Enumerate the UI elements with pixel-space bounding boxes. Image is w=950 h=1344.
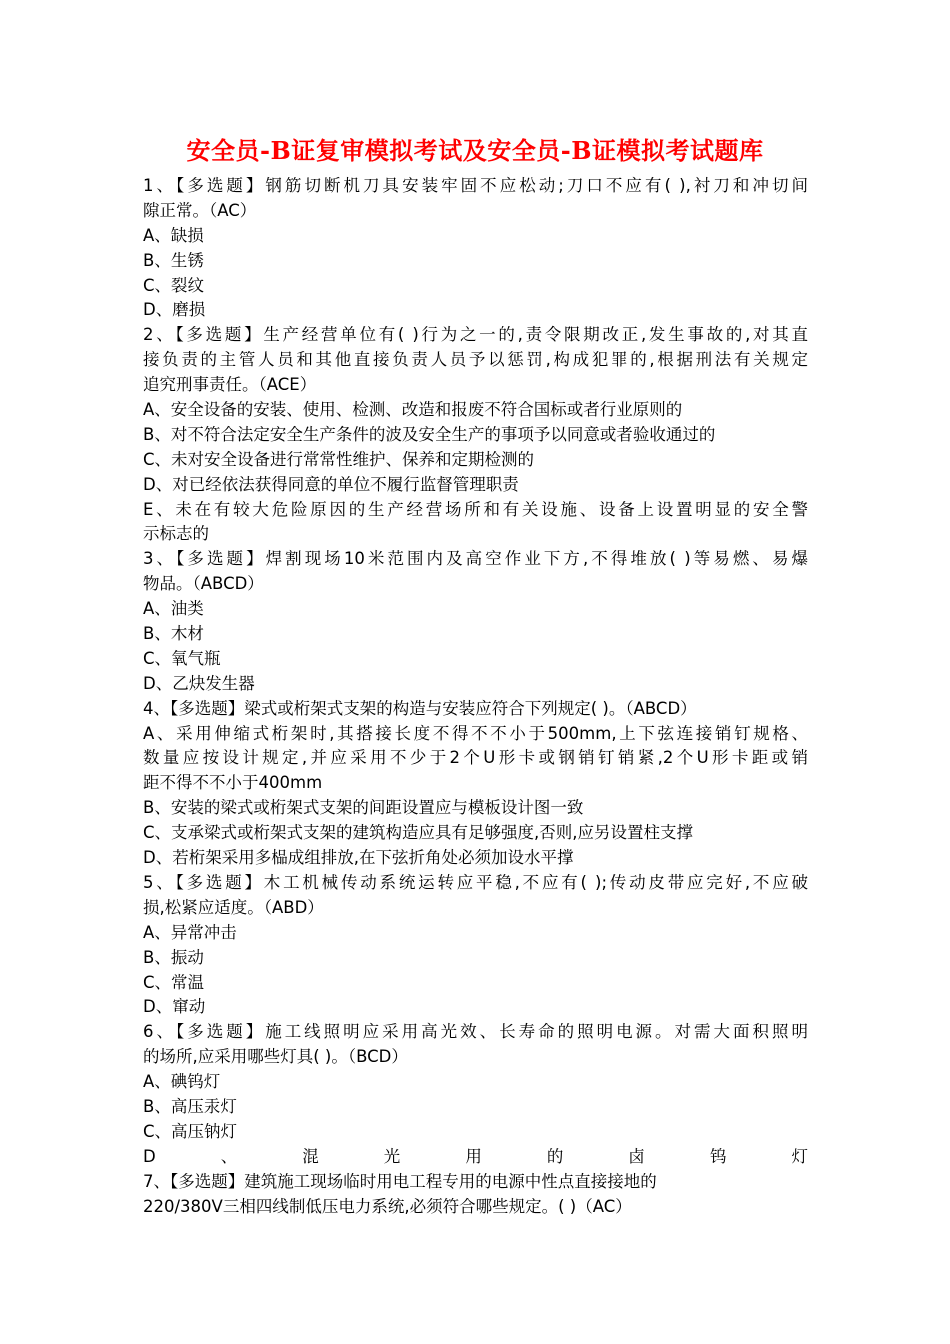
text-line: 2、【多选题】生产经营单位有( )行为之一的,责令限期改正,发生事故的,对其直	[143, 325, 808, 345]
text-line: A、碘钨灯	[143, 1072, 221, 1092]
text-line: 6、【多选题】施工线照明应采用高光效、长寿命的照明电源。对需大面积照明	[143, 1022, 808, 1042]
text-line: 数量应按设计规定,并应采用不少于2个U形卡或钢销钉销紧,2个U形卡距或销	[143, 748, 808, 768]
text-line: C、裂纹	[143, 275, 205, 295]
text-line: A、缺损	[143, 225, 204, 245]
text-line: B、对不符合法定安全生产条件的波及安全生产的事项予以同意或者验收通过的	[143, 424, 716, 444]
text-line: 距不得不不小于400mm	[143, 773, 323, 793]
text-line: D、乙炔发生器	[143, 673, 255, 693]
text-line: D、对已经依法获得同意的单位不履行监督管理职责	[143, 474, 519, 494]
text-line: B、振动	[143, 947, 204, 967]
text-line: 4、【多选题】梁式或桁架式支架的构造与安装应符合下列规定( )。（ABCD）	[143, 698, 697, 718]
text-line: 3、【多选题】焊割现场10米范围内及高空作业下方,不得堆放( )等易燃、易爆	[143, 549, 808, 569]
text-line: D、磨损	[143, 300, 206, 320]
text-line: D、混光用的卤钨灯	[143, 1146, 808, 1166]
text-line: C、高压钠灯	[143, 1121, 238, 1141]
text-line: A、油类	[143, 599, 204, 619]
text-line: 1、【多选题】钢筋切断机刀具安装牢固不应松动;刀口不应有( ),衬刀和冲切间	[143, 176, 808, 195]
text-line: 的场所,应采用哪些灯具( )。（BCD）	[143, 1047, 408, 1067]
text-line: 损,松紧应适度。（ABD）	[143, 897, 324, 917]
text-line: E、未在有较大危险原因的生产经营场所和有关设施、设备上设置明显的安全警	[143, 499, 808, 519]
text-line: D、若桁架采用多榀成组排放,在下弦折角处必须加设水平撑	[143, 848, 574, 868]
text-line: 隙正常。（AC）	[143, 200, 257, 220]
text-line: B、生锈	[143, 250, 204, 270]
document-title: 安全员-B证复审模拟考试及安全员-B证模拟考试题库	[186, 136, 764, 165]
text-line: 示标志的	[143, 524, 209, 544]
text-line: C、常温	[143, 972, 205, 992]
text-line: 接负责的主管人员和其他直接负责人员予以惩罚,构成犯罪的,根据刑法有关规定	[143, 350, 808, 370]
text-line: C、支承梁式或桁架式支架的建筑构造应具有足够强度,否则,应另设置柱支撑	[143, 823, 694, 843]
text-line: A、采用伸缩式桁架时,其搭接长度不得不不小于500mm,上下弦连接销钉规格、	[143, 723, 808, 743]
text-line: 220/380V三相四线制低压电力系统,必须符合哪些规定。( )（AC）	[143, 1196, 632, 1216]
text-line: C、未对安全设备进行常常性维护、保养和定期检测的	[143, 449, 535, 469]
text-line: 追究刑事责任。（ACE）	[143, 375, 317, 395]
document-body	[143, 174, 808, 1219]
text-line: 7、【多选题】建筑施工现场临时用电工程专用的电源中性点直接接地的	[143, 1171, 657, 1191]
text-line: D、窜动	[143, 997, 206, 1017]
text-line: A、安全设备的安装、使用、检测、改造和报废不符合国标或者行业原则的	[143, 400, 683, 420]
text-line: B、高压汞灯	[143, 1096, 237, 1116]
text-line: B、安装的梁式或桁架式支架的间距设置应与模板设计图一致	[143, 798, 584, 818]
text-line: 5、【多选题】木工机械传动系统运转应平稳,不应有( );传动皮带应完好,不应破	[143, 872, 808, 892]
text-line: B、木材	[143, 624, 204, 644]
text-line: A、异常冲击	[143, 922, 237, 942]
text-line: C、氧气瓶	[143, 648, 221, 668]
text-line: 物品。（ABCD）	[143, 574, 264, 594]
